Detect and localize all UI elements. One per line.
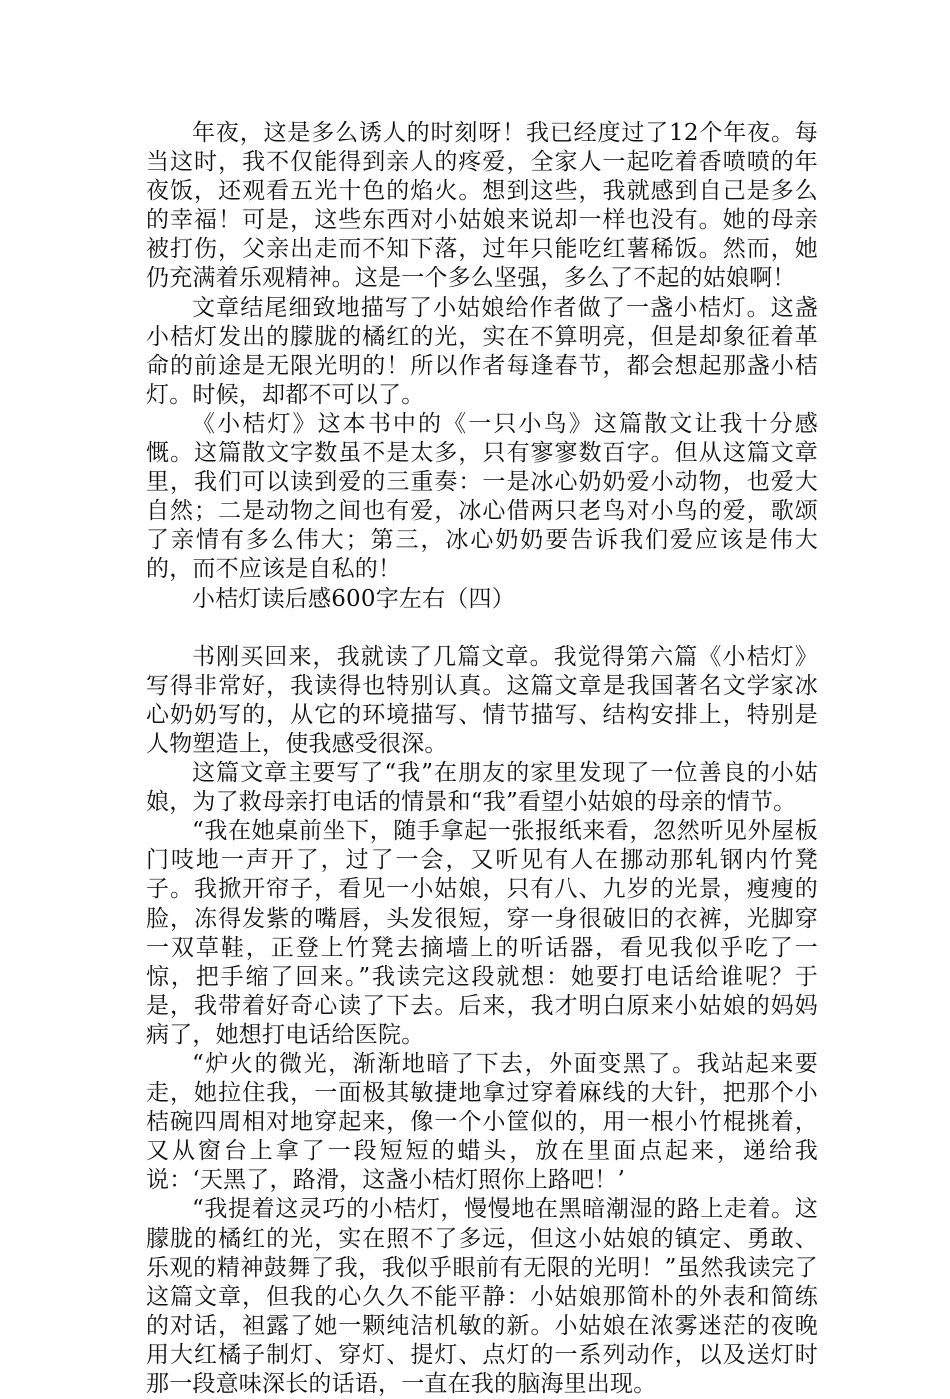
paragraph: 书刚买回来，我就读了几篇文章。我觉得第六篇《小桔灯》写得非常好，我读得也特别认真。这篇文章是我国著名文学家冰心奶奶写的，从它的环境描写、情节描写、结构安排上，特别是人物塑造上，使我感受很深。: [146, 643, 818, 757]
blank-line: [146, 614, 818, 643]
paragraph: 年夜，这是多么诱人的时刻呀！我已经度过了12个年夜。每当这时，我不仅能得到亲人的疼爱，全家人一起吃着香喷喷的年夜饭，还观看五光十色的焰火。想到这些，我就感到自己是多么的幸福！可是，这些东西对小姑娘来说却一样也没有。她的母亲被打伤，父亲出走而不知下落，过年只能吃红薯稀饭。然而，她仍充满着乐观精神。这是一个多么坚强，多么了不起的姑娘啊！: [146, 120, 818, 292]
paragraph: “我提着这灵巧的小桔灯，慢慢地在黑暗潮湿的路上走着。这朦胧的橘红的光，实在照不了多远，但这小姑娘的镇定、勇敢、乐观的精神鼓舞了我，我似乎眼前有无限的光明！”虽然我读完了这篇文章，但我的心久久不能平静：小姑娘那简朴的外表和简练的对话，袒露了她一颗纯洁机敏的新。小姑娘在浓雾迷茫的夜晚用大红橘子制灯、穿灯、提灯、点灯的一系列动作，以及送灯时那一段意味深长的话语，一直在我的脑海里出现。: [146, 1196, 818, 1398]
document-page: [146, 119, 818, 1399]
paragraph: 这篇文章主要写了“我”在朋友的家里发现了一位善良的小姑娘，为了救母亲打电话的情景和“我”看望小姑娘的母亲的情节。: [146, 760, 818, 816]
paragraph: “我在她桌前坐下，随手拿起一张报纸来看，忽然听见外屋板门吱地一声开了，过了一会，又听见有人在挪动那轧钢内竹凳子。我掀开帘子，看见一小姑娘，只有八、九岁的光景，瘦瘦的脸，冻得发紫的嘴唇，头发很短，穿一身很破旧的衣裤，光脚穿一双草鞋，正登上竹凳去摘墙上的听话器，看见我似乎吃了一惊，把手缩了回来。”我读完这段就想：她要打电话给谁呢？于是，我带着好奇心读了下去。后来，我才明白原来小姑娘的妈妈病了，她想打电话给医院。: [146, 818, 818, 1048]
paragraph: 文章结尾细致地描写了小姑娘给作者做了一盏小桔灯。这盏小桔灯发出的朦胧的橘红的光，实在不算明亮，但是却象征着革命的前途是无限光明的！所以作者每逢春节，都会想起那盏小桔灯。时候，却都不可以了。: [146, 294, 818, 408]
section-title: 小桔灯读后感600字左右（四）: [192, 585, 515, 612]
paragraph: 《小桔灯》这本书中的《一只小鸟》这篇散文让我十分感慨。这篇散文字数虽不是太多，只有寥寥数百字。但从这篇文章里，我们可以读到爱的三重奏：一是冰心奶奶爱小动物，也爱大自然；二是动物之间也有爱，冰心借两只老鸟对小鸟的爱，歌颂了亲情有多么伟大；第三，冰心奶奶要告诉我们爱应该是伟大的，而不应该是自私的！: [146, 410, 818, 583]
paragraph: “炉火的微光，渐渐地暗了下去，外面变黑了。我站起来要走，她拉住我，一面极其敏捷地拿过穿着麻线的大针，把那个小桔碗四周相对地穿起来，像一个小筐似的，用一根小竹棍挑着，又从窗台上拿了一段短短的蜡头，放在里面点起来，递给我说：‘天黑了，路滑，这盏小桔灯照你上路吧！’: [146, 1051, 818, 1194]
